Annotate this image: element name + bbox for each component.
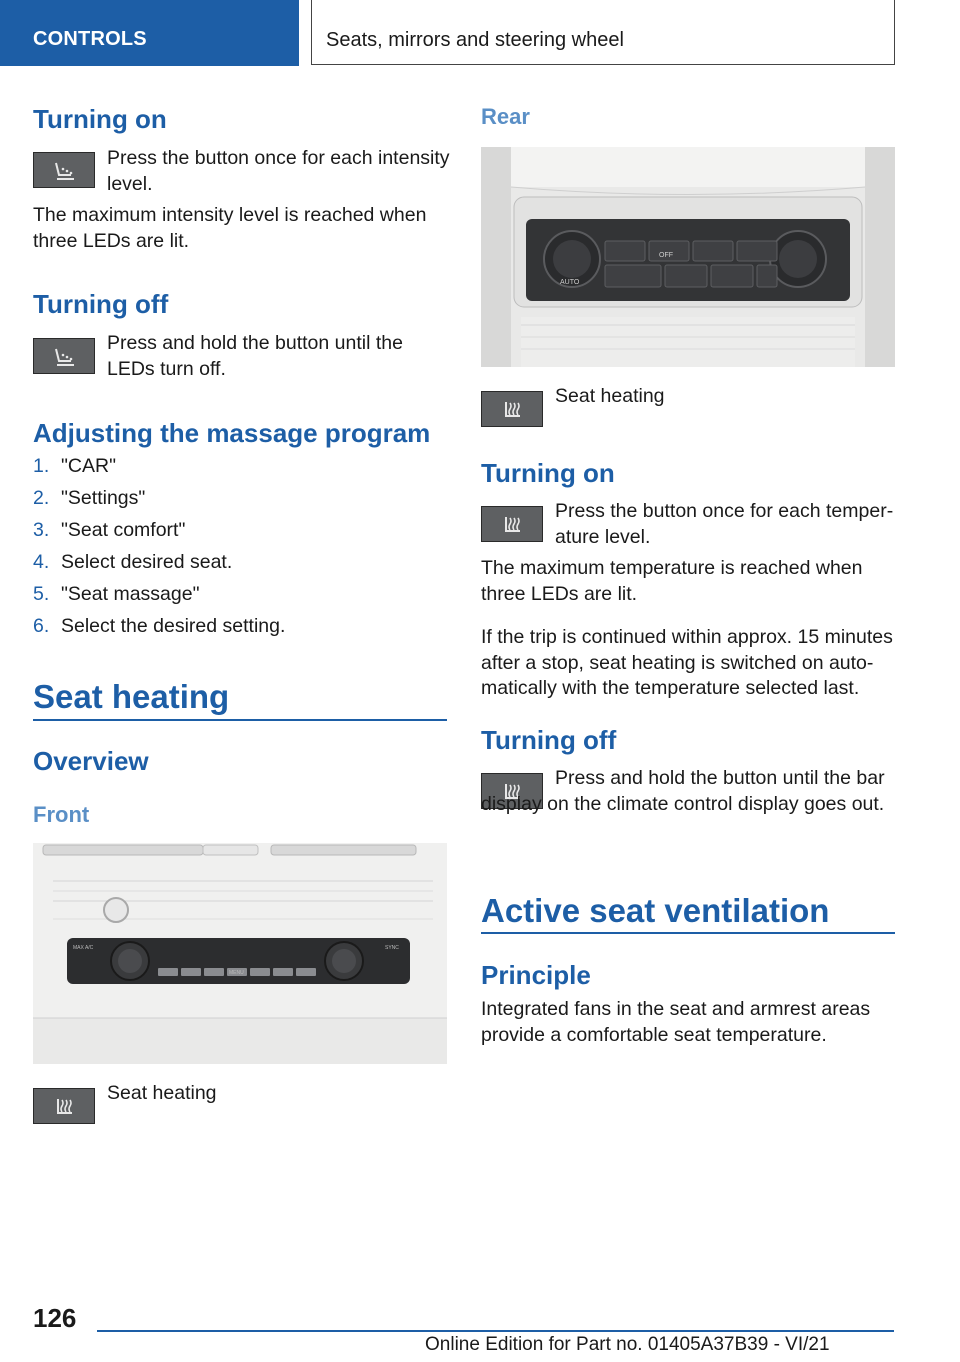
turning-on-heading: Turning on bbox=[33, 104, 167, 134]
menu-label: MENU bbox=[229, 970, 244, 976]
auto-label: AUTO bbox=[560, 279, 580, 286]
seat-heating-icon bbox=[481, 506, 543, 542]
seat-heating-heading: Seat heating bbox=[33, 678, 230, 715]
rear-climate-panel-image bbox=[481, 147, 895, 367]
section-rule bbox=[481, 932, 895, 934]
list-item: 2. "Settings" bbox=[33, 487, 146, 509]
turning-off-heading: Turning off bbox=[33, 289, 169, 319]
sync-label: SYNC bbox=[385, 945, 399, 951]
turning-on-text: Press the button once for each intensity level. bbox=[107, 147, 450, 195]
right-turning-on-note: The maximum temperature is reached when three LEDs are lit. bbox=[481, 557, 863, 605]
chapter-title: Seats, mirrors and steering wheel bbox=[326, 29, 624, 51]
off-label: OFF bbox=[659, 252, 673, 259]
ventilation-heading: Active seat ventilation bbox=[481, 892, 830, 929]
trip-note: If the trip is continued within approx. 15 minutes after a stop, seat heating is switched on auto‐matically with the temperature selected last. bbox=[481, 626, 893, 699]
right-turning-on-heading: Turning on bbox=[481, 458, 615, 488]
massage-heading: Adjusting the massage program bbox=[33, 418, 431, 448]
seat-massage-icon bbox=[33, 152, 95, 188]
massage-steps bbox=[33, 454, 443, 646]
turning-off-text: Press and hold the button until the LEDs turn off. bbox=[107, 332, 403, 380]
list-item: 3. "Seat comfort" bbox=[33, 519, 186, 541]
seat-heating-icon bbox=[33, 1088, 95, 1124]
overview-heading: Overview bbox=[33, 746, 149, 776]
section-tab bbox=[0, 0, 299, 66]
chapter-title-box bbox=[311, 0, 895, 65]
principle-text: Integrated fans in the seat and armrest areas provide a comfortable seat temperature. bbox=[481, 998, 871, 1046]
front-climate-panel-image bbox=[33, 843, 447, 1064]
list-item: 4. Select desired seat. bbox=[33, 551, 233, 573]
section-label: CONTROLS bbox=[33, 28, 147, 50]
list-item: 1. "CAR" bbox=[33, 455, 117, 477]
max-ac-label: MAX A/C bbox=[73, 945, 94, 951]
principle-heading: Principle bbox=[481, 960, 591, 990]
right-turning-off-heading: Turning off bbox=[481, 725, 617, 755]
footer-rule bbox=[97, 1330, 894, 1332]
rear-heading: Rear bbox=[481, 104, 530, 129]
right-turning-off-text: Press and hold the button until the bar display on the climate control display goes out. bbox=[481, 767, 885, 815]
rear-caption: Seat heating bbox=[555, 385, 665, 407]
seat-heating-icon bbox=[481, 391, 543, 427]
list-item: 6. Select the desired setting. bbox=[33, 615, 286, 637]
seat-massage-icon bbox=[33, 338, 95, 374]
front-heading: Front bbox=[33, 802, 90, 827]
edition-label: Online Edition for Part no. 01405A37B39 - VI/21 bbox=[425, 1334, 830, 1355]
right-turning-on-text: Press the button once for each temper‐ature level. bbox=[555, 500, 894, 548]
turning-on-note: The maximum intensity level is reached when three LEDs are lit. bbox=[33, 204, 427, 252]
section-rule bbox=[33, 719, 447, 721]
front-caption: Seat heating bbox=[107, 1082, 217, 1104]
page-number: 126 bbox=[33, 1303, 77, 1333]
list-item: 5. "Seat massage" bbox=[33, 583, 200, 605]
